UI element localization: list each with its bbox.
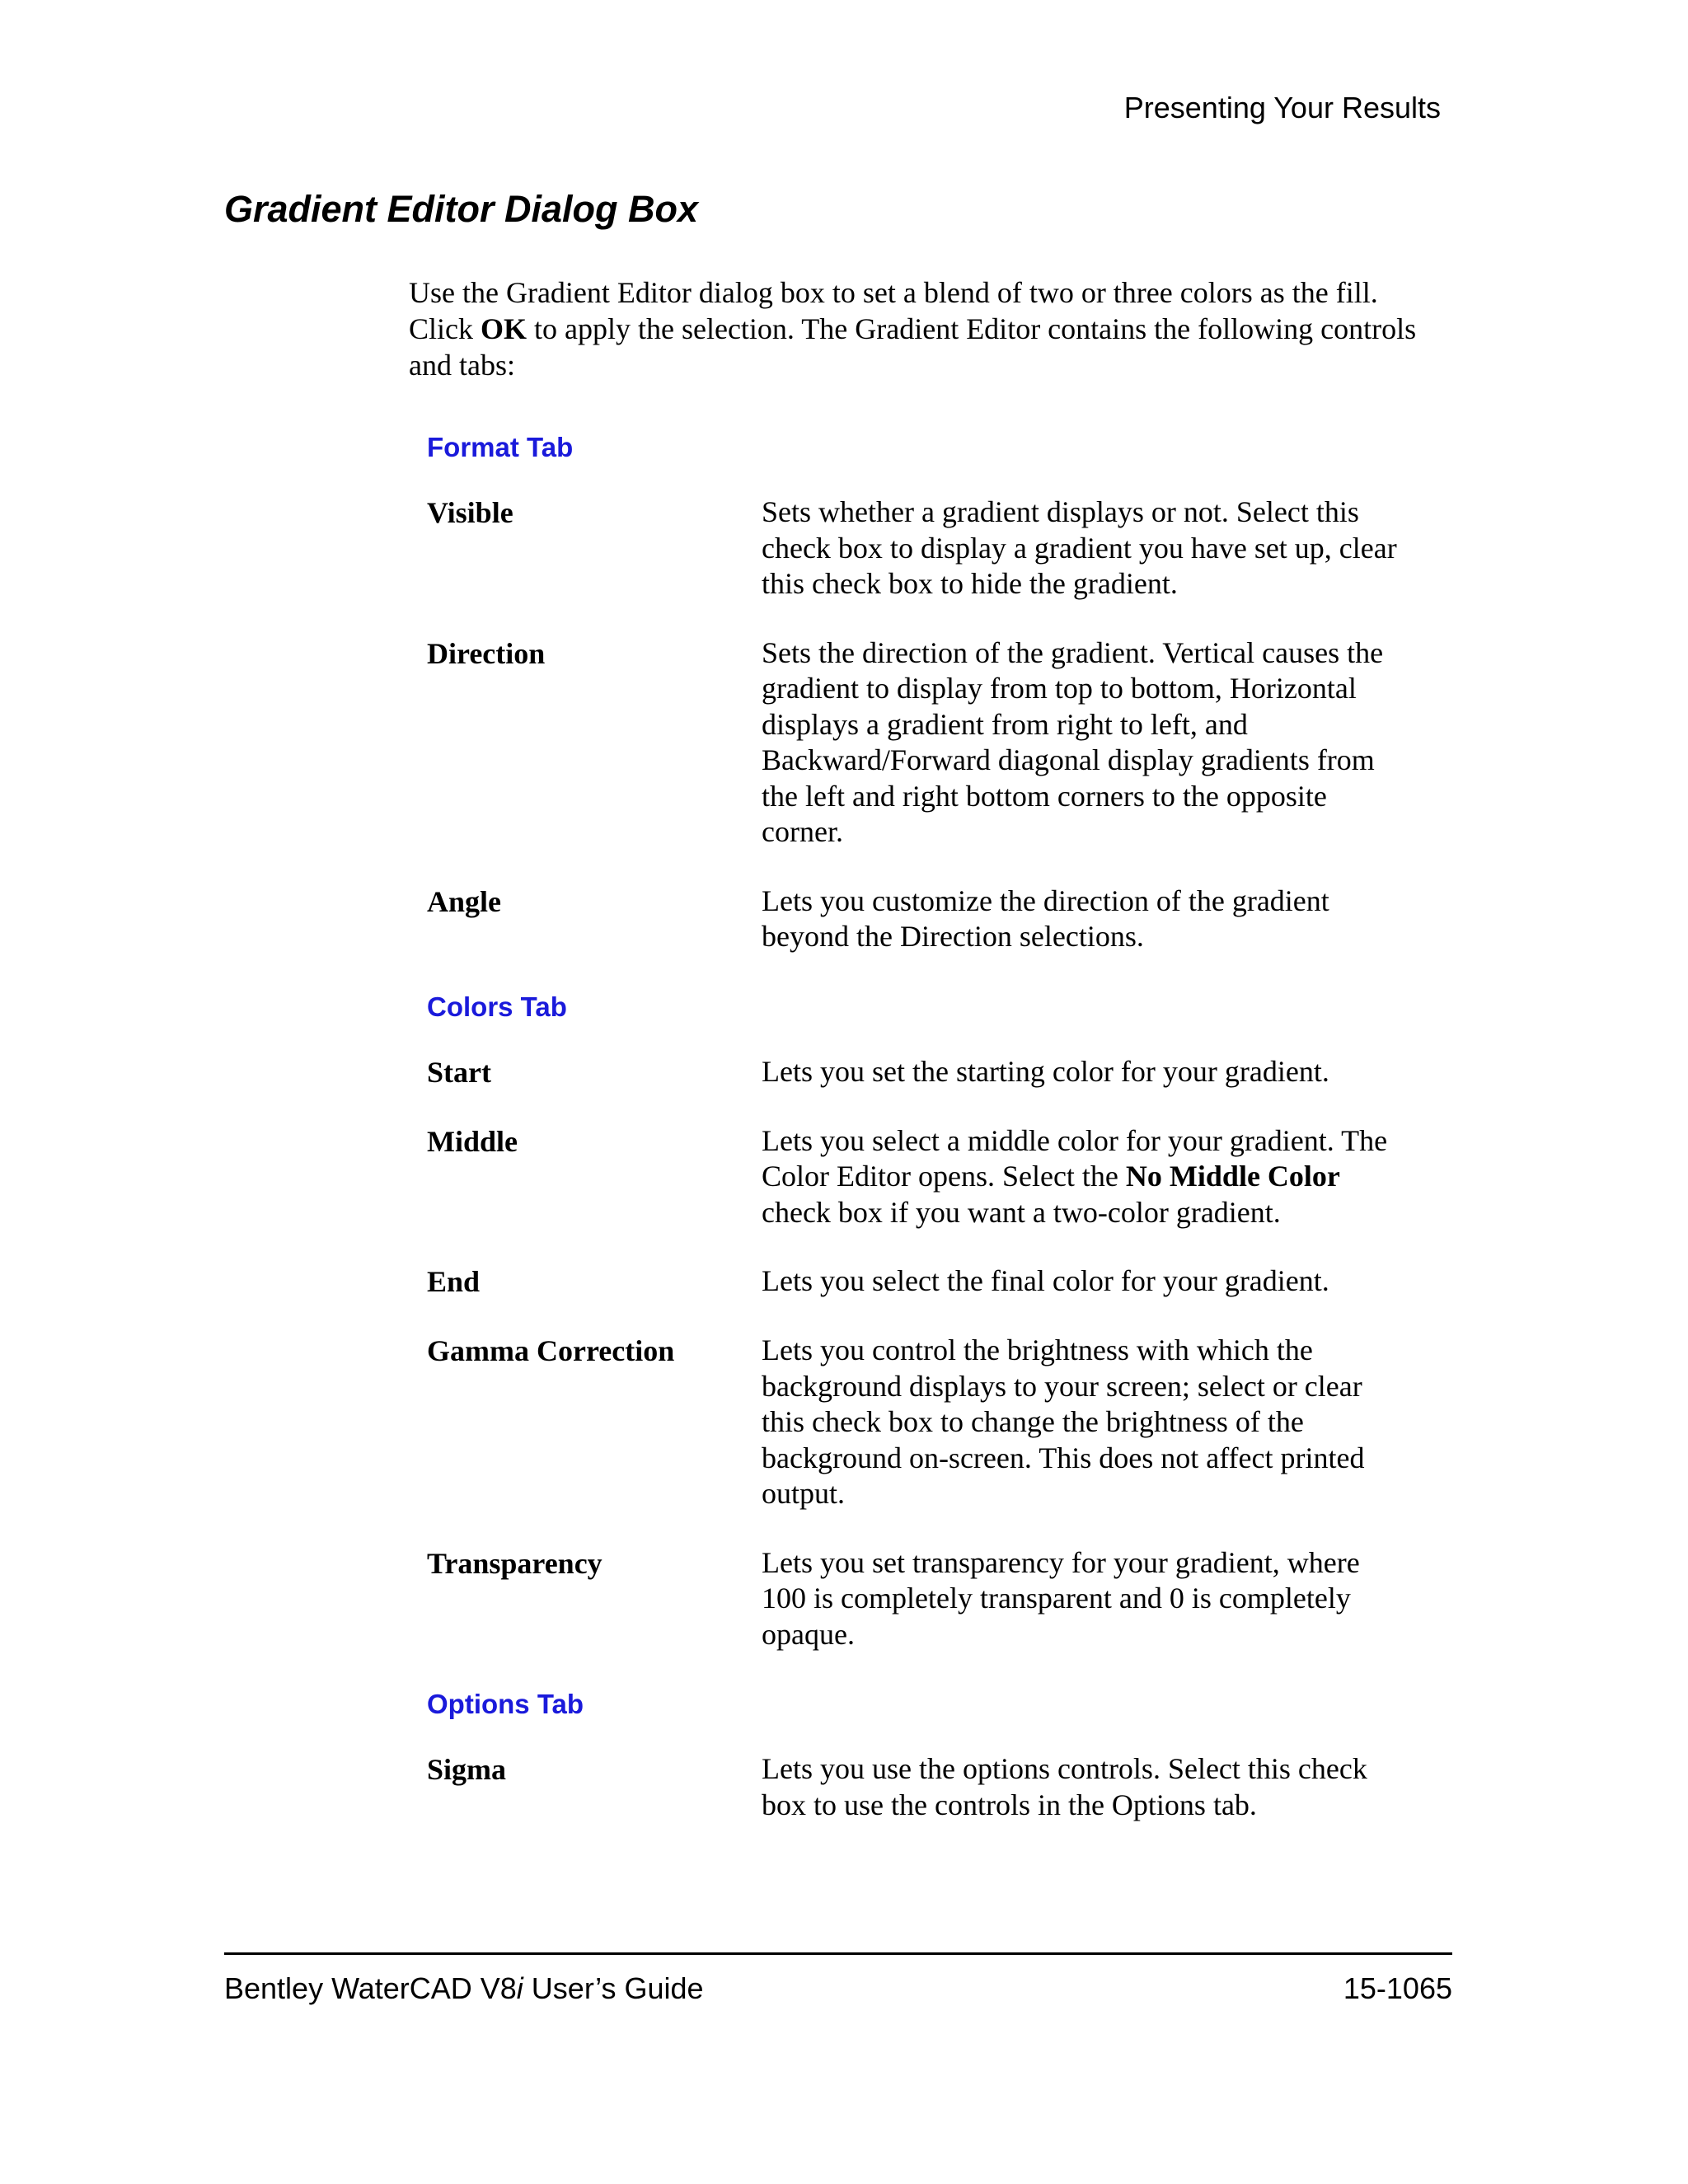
term-middle: Middle [427,1124,518,1158]
desc-middle-bold: No Middle Color [1125,1160,1340,1193]
options-tab-heading: Options Tab [427,1689,584,1719]
page-number: 15-1065 [1343,1971,1452,2005]
footer-divider [224,1952,1452,1955]
desc-start: Lets you set the starting color for your gradient. [762,1054,1329,1088]
footer-book-title [224,1970,704,2008]
format-tab-heading: Format Tab [427,432,574,462]
term-angle: Angle [427,884,501,918]
definition-list [427,429,1400,1856]
intro-text-end: to apply the selection. The Gradient Editor contains the following controls and tabs: [409,312,1417,382]
footer-book-italic: i [516,1971,523,2005]
desc-visible: Sets whether a gradient displays or not. Select this check box to display a gradient you have set up, clear this check box to hide the gradient. [762,495,1397,600]
colors-tab-heading: Colors Tab [427,991,567,1022]
desc-middle [762,1123,1400,1231]
section-title: Gradient Editor Dialog Box [224,188,699,230]
term-start: Start [427,1055,491,1089]
desc-direction: Sets the direction of the gradient. Vertical causes the gradient to display from top to bottom, Horizontal displays a gradient from right to left, and Backward/Forward diagonal display gradients from the left and right bottom corners to the opposite corner. [762,635,1384,848]
intro-paragraph [409,274,1447,383]
desc-end: Lets you select the final color for your gradient. [762,1264,1329,1297]
desc-gamma-correction: Lets you control the brightness with which the background displays to your screen; select or clear this check box to change the brightness of the background on-screen. This does not affect printed output. [762,1333,1365,1510]
desc-middle-text-start: Lets you select a middle color for your gradient. The Color Editor opens. Select the [762,1123,1388,1193]
desc-sigma: Lets you use the options controls. Select this check box to use the controls in the Options tab. [762,1752,1367,1821]
term-end: End [427,1265,481,1298]
definition-row-angle [427,883,1400,955]
definition-row-sigma [427,1751,1400,1823]
definition-row-visible [427,494,1400,602]
intro-text-start: Use the Gradient Editor dialog box to set a blend of two or three colors as the fill. Click [409,276,1378,345]
desc-middle-text-end: check box if you want a two-color gradient. [762,1195,1281,1229]
definition-row-end [427,1263,1400,1300]
desc-transparency: Lets you set transparency for your gradient, where 100 is completely transparent and 0 is completely opaque. [762,1545,1360,1651]
definition-row-start [427,1054,1400,1090]
desc-angle: Lets you customize the direction of the gradient beyond the Direction selections. [762,883,1329,953]
definition-row-direction [427,635,1400,851]
definition-row-transparency [427,1545,1400,1653]
running-header: Presenting Your Results [1123,91,1441,124]
definition-row-gamma-correction [427,1333,1400,1512]
footer-book-suffix: User’s Guide [523,1971,704,2005]
term-transparency: Transparency [427,1546,603,1580]
definition-row-middle [427,1123,1400,1231]
term-direction: Direction [427,636,546,670]
footer-book-prefix: Bentley WaterCAD V8 [224,1971,517,2005]
term-sigma: Sigma [427,1753,507,1786]
intro-ok-bold: OK [481,312,528,345]
term-gamma-correction: Gamma Correction [427,1334,675,1367]
term-visible: Visible [427,496,513,529]
